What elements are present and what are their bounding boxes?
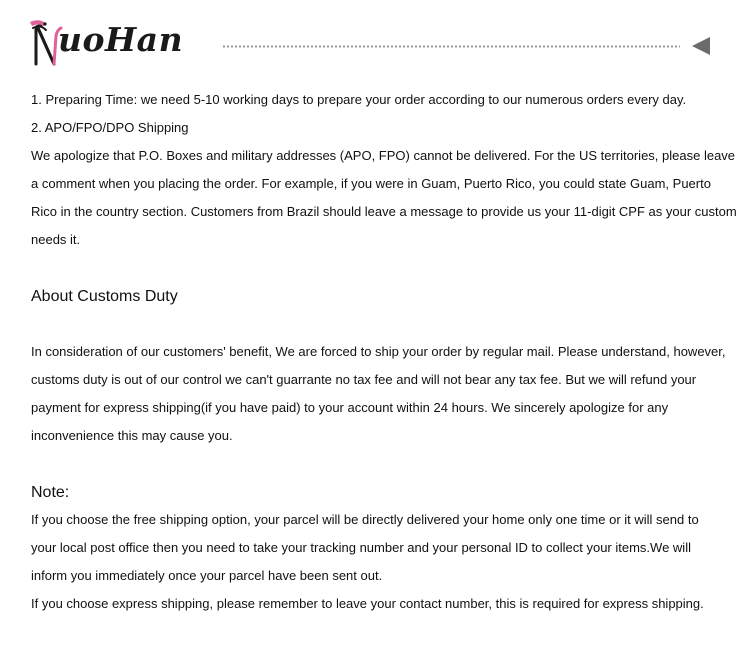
customs-duty-heading: About Customs Duty (31, 288, 178, 305)
preparing-time-text: 1. Preparing Time: we need 5-10 working days to prepare your order according to our numerous orders every day. (31, 92, 687, 107)
left-triangle-icon (692, 37, 710, 55)
brand-logo (28, 14, 213, 70)
note-paragraph-line: your local post office then you need to take your tracking number and your personal ID to collect your items.We will (31, 540, 691, 555)
note-paragraph-line: inform you immediately once your parcel have been sent out. (31, 568, 383, 583)
apo-paragraph-line: needs it. (31, 232, 81, 247)
customs-paragraph-line: In consideration of our customers' benefit, We are forced to ship your order by regular mail. Please understand, however, (31, 344, 726, 359)
customs-paragraph-line: inconvenience this may cause you. (31, 428, 233, 443)
logo-wordmark: uoHan (58, 20, 184, 59)
apo-paragraph-line: Rico in the country section. Customers from Brazil should leave a message to provide us your 11-digit CPF as your custom (31, 204, 737, 219)
customs-paragraph-line: customs duty is out of our control we can't guarrante no tax fee and will not bear any tax fee. But we will refund your (31, 372, 697, 387)
apo-paragraph-line: a comment when you placing the order. For example, if you were in Guam, Puerto Rico, you could state Guam, Puerto (31, 176, 711, 191)
note-heading: Note: (31, 484, 70, 501)
apo-shipping-heading: 2. APO/FPO/DPO Shipping (31, 120, 189, 135)
apo-paragraph-line: We apologize that P.O. Boxes and military addresses (APO, FPO) cannot be delivered. For the US territories, please leave (31, 148, 736, 163)
dotted-divider (222, 45, 680, 48)
note-paragraph-line: If you choose the free shipping option, your parcel will be directly delivered your home only one time or it will send to (31, 512, 699, 527)
customs-paragraph-line: payment for express shipping(if you have paid) to your account within 24 hours. We sincerely apologize for any (31, 400, 669, 415)
header (0, 0, 750, 80)
note-paragraph-line: If you choose express shipping, please remember to leave your contact number, this is required for express shipping. (31, 596, 704, 611)
